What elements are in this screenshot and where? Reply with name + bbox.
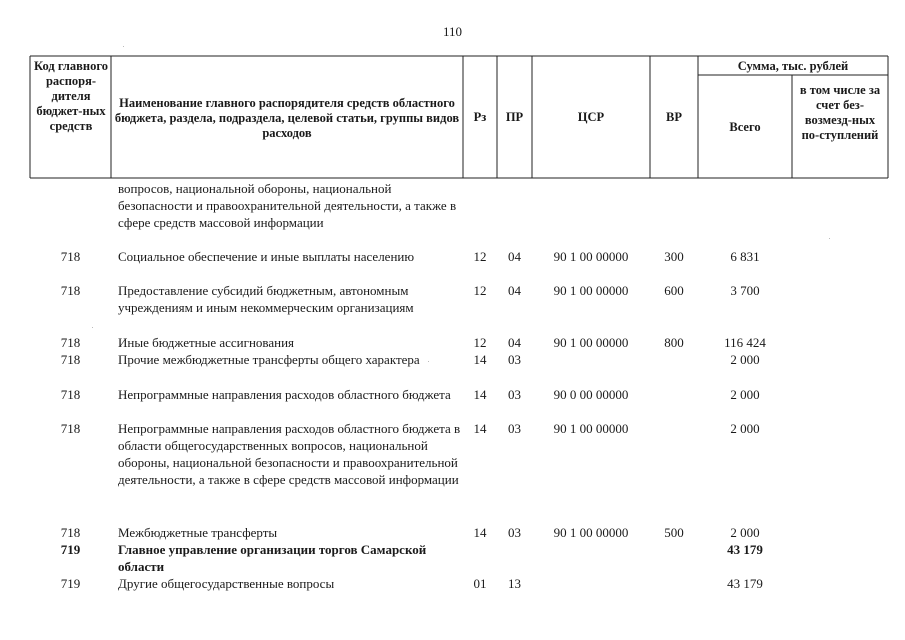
scan-speck (829, 238, 830, 239)
row-9-pr: 13 (508, 576, 521, 591)
row-6-rz: 14 (473, 421, 487, 436)
row-6-code: 718 (60, 421, 81, 436)
row-4-rz: 14 (473, 352, 487, 367)
header-code: Код главного распоря-дителя бюджет-ных средств (34, 59, 108, 133)
row-5-csr: 90 0 00 00000 (553, 387, 629, 402)
row-3-vr: 800 (664, 335, 684, 350)
row-1-vr: 300 (664, 249, 684, 264)
header-sum-group: Сумма, тыс. рублей (737, 59, 849, 73)
header-vr: ВР (666, 110, 682, 124)
row-7-pr: 03 (508, 525, 521, 540)
row-4-code: 718 (60, 352, 81, 367)
row-5-rz: 14 (473, 387, 487, 402)
row-2-rz: 12 (473, 283, 487, 298)
row-0-name: вопросов, национальной обороны, национальной безопасности и правоохранительной деятельности, а также в сфере средств массовой информации (118, 181, 457, 230)
row-3-name: Иные бюджетные ассигнования (118, 335, 295, 350)
row-5-total: 2 000 (730, 387, 760, 402)
row-5-name: Непрограммные направления расходов областного бюджета (118, 387, 451, 402)
row-3-pr: 04 (508, 335, 521, 350)
row-2-vr: 600 (664, 283, 684, 298)
row-1-code: 718 (60, 249, 81, 264)
row-4-total: 2 000 (730, 352, 760, 367)
row-1-rz: 12 (473, 249, 487, 264)
row-9-code: 719 (60, 576, 81, 591)
row-7-code: 718 (60, 525, 81, 540)
row-7-vr: 500 (664, 525, 684, 540)
scan-speck (92, 327, 93, 328)
row-6-pr: 03 (508, 421, 521, 436)
row-8-code: 719 (60, 542, 81, 557)
row-2-pr: 04 (508, 283, 521, 298)
row-9-rz: 01 (473, 576, 487, 591)
row-1-name: Социальное обеспечение и иные выплаты населению (118, 249, 415, 264)
row-4-pr: 03 (508, 352, 521, 367)
row-1-pr: 04 (508, 249, 521, 264)
row-2-total: 3 700 (730, 283, 760, 298)
row-2-csr: 90 1 00 00000 (553, 283, 629, 298)
scan-speck (428, 361, 429, 362)
row-2-name: Предоставление субсидий бюджетным, автономным учреждениям и иным некоммерческим организациям (118, 283, 414, 315)
row-6-total: 2 000 (730, 421, 760, 436)
row-3-rz: 12 (473, 335, 487, 350)
row-1-csr: 90 1 00 00000 (553, 249, 629, 264)
row-3-total: 116 424 (724, 335, 766, 350)
row-4-name: Прочие межбюджетные трансферты общего характера (118, 352, 420, 367)
row-7-csr: 90 1 00 00000 (553, 525, 629, 540)
row-3-csr: 90 1 00 00000 (553, 335, 629, 350)
header-pr: ПР (505, 110, 524, 124)
row-5-code: 718 (60, 387, 81, 402)
row-8-total: 43 179 (727, 542, 763, 557)
header-rz: Рз (473, 110, 487, 124)
row-1-total: 6 831 (730, 249, 760, 264)
header-csr: ЦСР (577, 110, 605, 124)
page-number: 110 (442, 24, 463, 39)
scan-speck (123, 46, 124, 47)
row-6-name: Непрограммные направления расходов областного бюджета в области общегосударственных вопросов, национальной обороны, национальной безопасности и правоохранительной деятельности, а также в сфере средств массовой информации (118, 421, 461, 487)
row-6-csr: 90 1 00 00000 (553, 421, 629, 436)
row-9-total: 43 179 (727, 576, 763, 591)
row-3-code: 718 (60, 335, 81, 350)
header-name: Наименование главного распорядителя средств областного бюджета, раздела, подраздела, целевой статьи, группы видов расходов (114, 96, 460, 140)
row-5-pr: 03 (508, 387, 521, 402)
header-total: Всего (729, 120, 761, 134)
row-7-rz: 14 (473, 525, 487, 540)
row-7-name: Межбюджетные трансферты (118, 525, 278, 540)
header-incl: в том числе за счет без-возмезд-ных по-ступлений (799, 83, 881, 142)
row-8-name: Главное управление организации торгов Самарской области (118, 542, 427, 574)
row-7-total: 2 000 (730, 525, 760, 540)
row-9-name: Другие общегосударственные вопросы (118, 576, 335, 591)
row-2-code: 718 (60, 283, 81, 298)
